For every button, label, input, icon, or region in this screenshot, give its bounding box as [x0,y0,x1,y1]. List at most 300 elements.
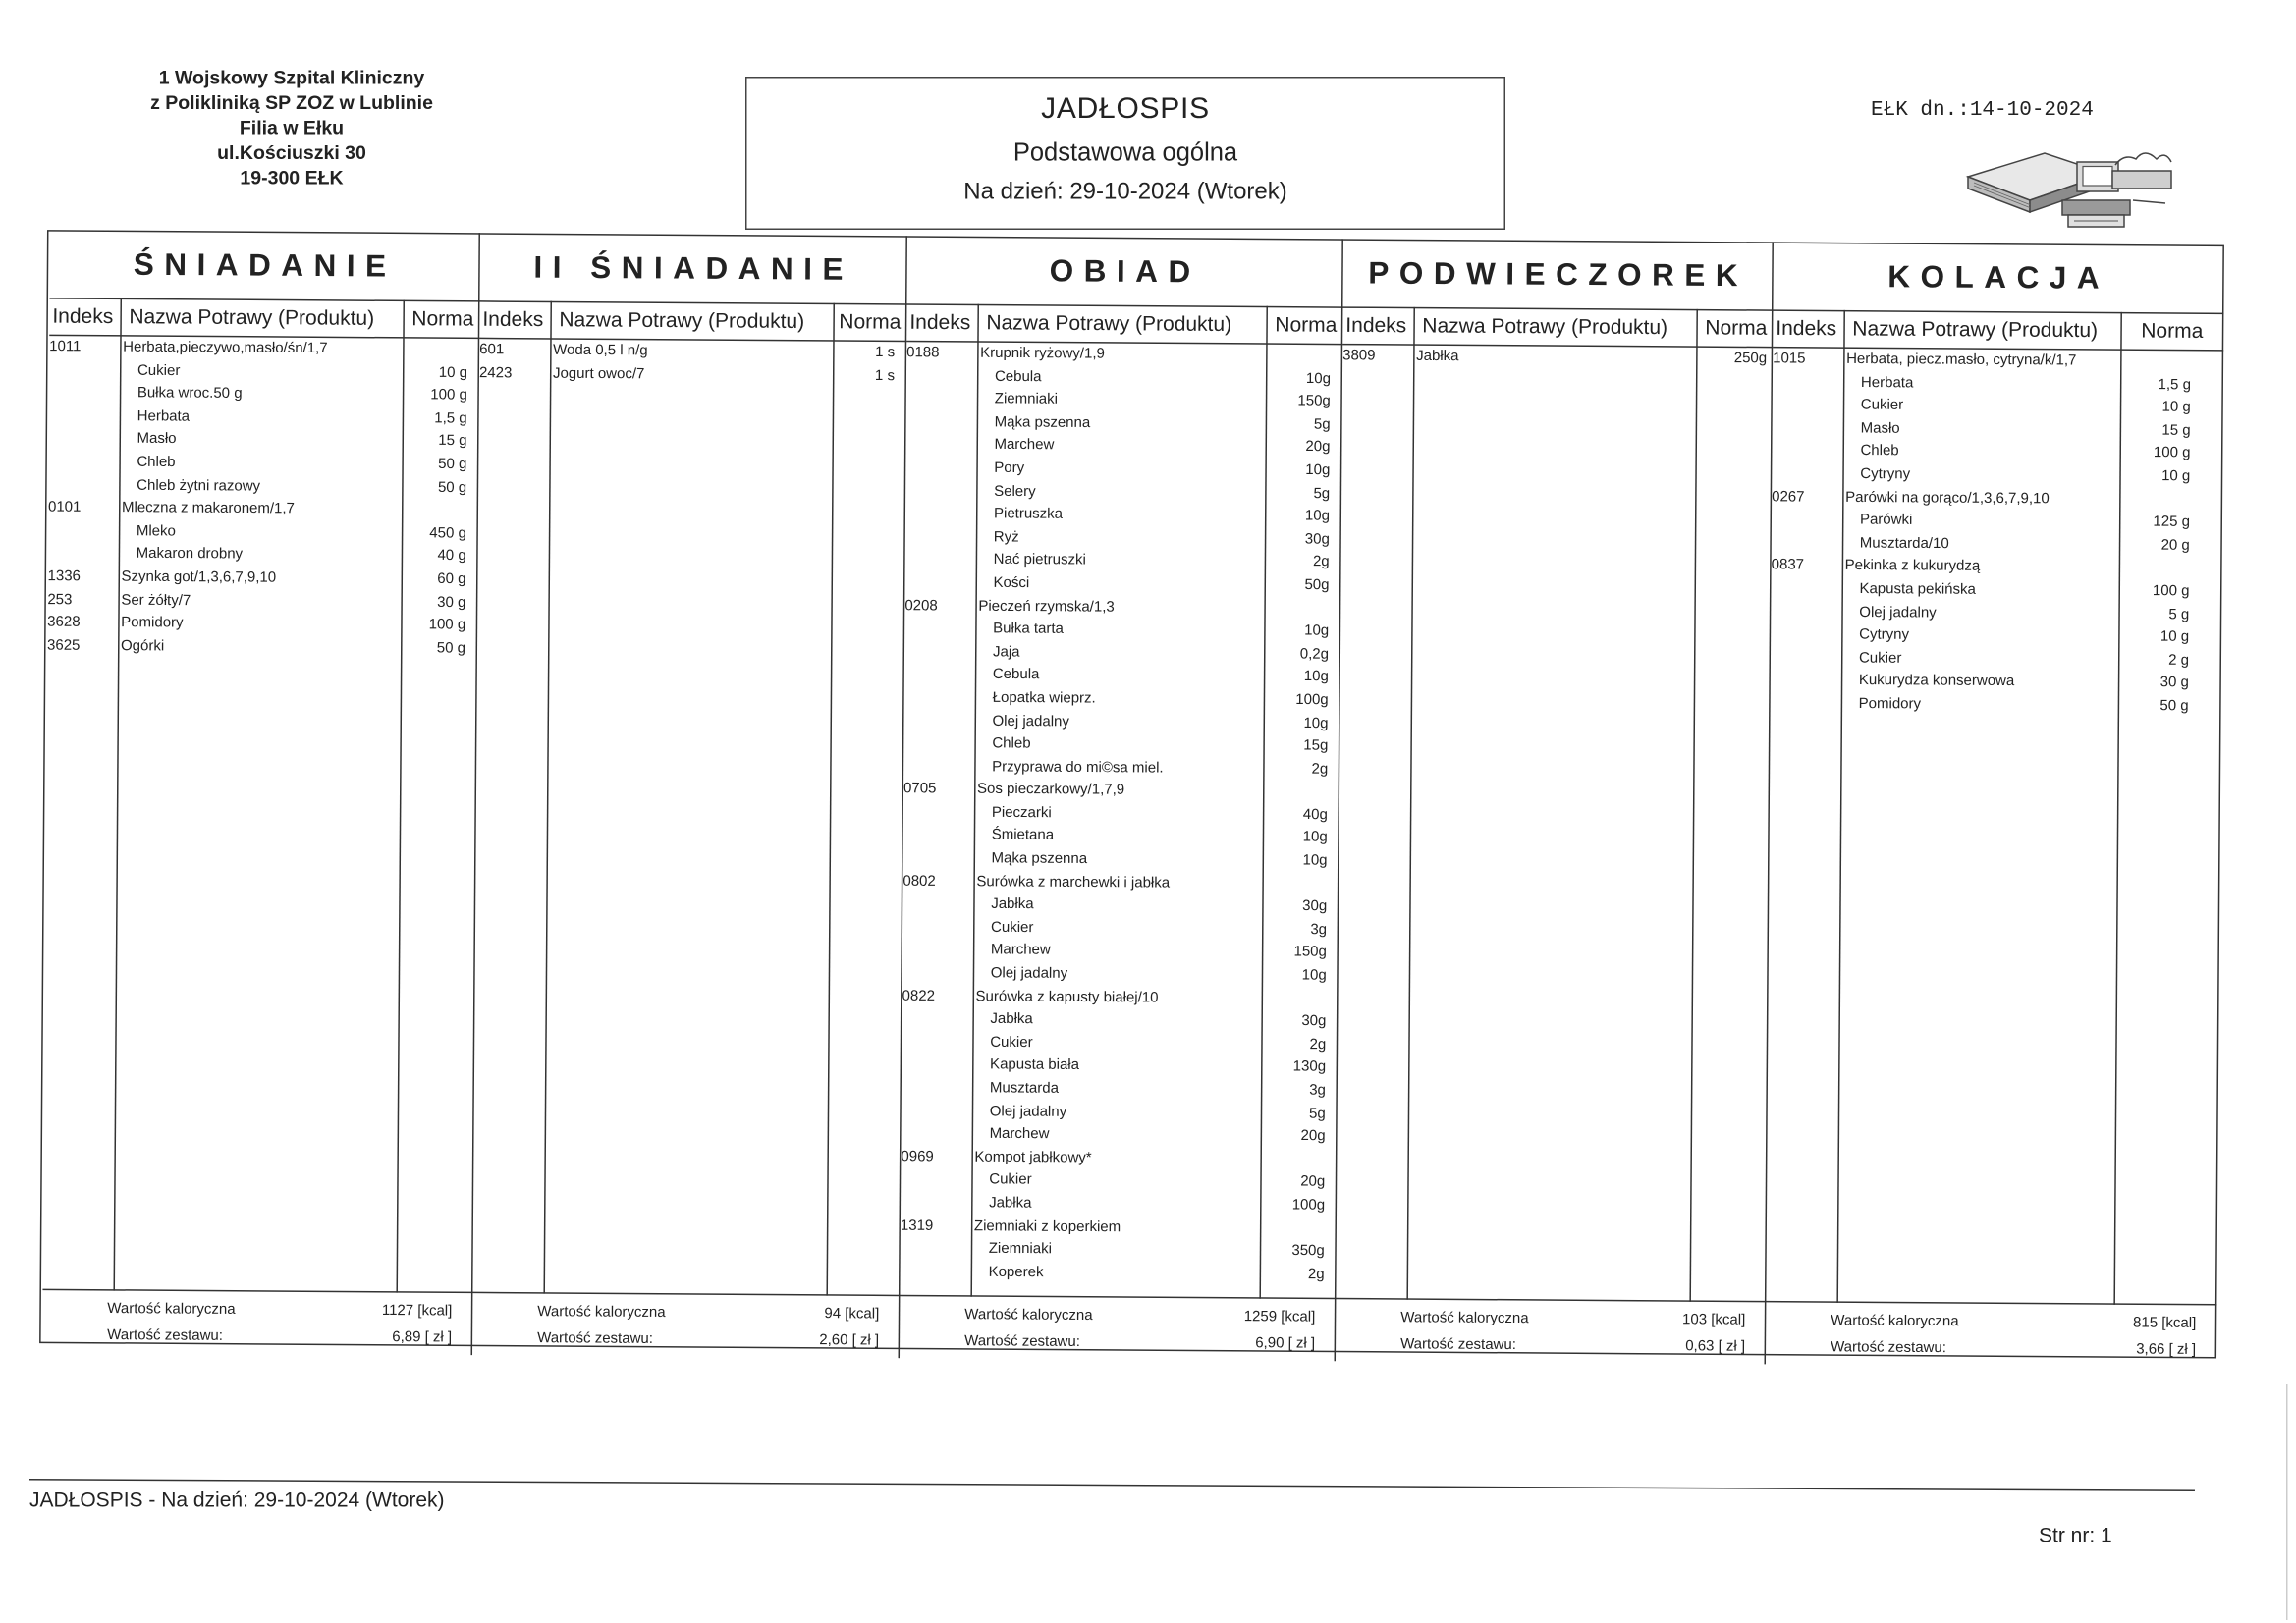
dish-name: Mleczna z makaronem/1,7 [121,500,295,518]
meal-column-supper [1766,242,2224,1367]
header-name: Nazwa Potrawy (Produktu) [1852,315,2099,342]
item-index: 1319 [900,1217,934,1234]
dish-row [904,595,1340,621]
ingredient-name: Musztarda/10 [1859,535,1949,553]
meal-title: KOLACJA [1887,260,2110,297]
meal-summary [1766,1308,2216,1364]
ingredient-name: Olej jadalny [989,1103,1067,1120]
item-norm: 50g [1304,576,1330,594]
price-value: 0,63 [ zł ] [1685,1338,1746,1356]
kcal-value: 1127 [kcal] [381,1303,453,1321]
ingredient-row [906,410,1342,436]
dish-name: Woda 0,5 l n/g [553,342,648,359]
ingredient-row [904,571,1340,597]
item-norm: 1,5 g [2158,376,2192,394]
item-norm: 2g [1309,1036,1327,1054]
issue-date: EŁK dn.:14-10-2024 [1871,98,2094,123]
item-norm: 10 g [2159,628,2190,646]
item-norm: 5g [1313,485,1331,503]
item-index: 601 [479,342,505,358]
kcal-label: Wartość kaloryczna [1400,1310,1529,1327]
item-index: 3625 [46,637,81,654]
meal-column-afternoon-snack [1336,239,1774,1364]
meal-title: PODWIECZOREK [1368,256,1749,294]
item-norm: 100 g [2152,582,2190,600]
column-header [1773,309,2223,351]
item-norm: 150g [1297,393,1331,410]
dish-row [902,870,1339,895]
item-norm: 450 g [429,524,466,542]
document-title: JADŁOSPIS [1041,92,1210,126]
item-norm: 5 g [2168,606,2190,623]
item-norm: 10g [1305,370,1332,388]
price-value: 3,66 [ zł ] [2136,1341,2197,1359]
header-index: Indeks [909,309,971,334]
item-norm: 30g [1301,1013,1327,1031]
item-norm: 10 g [2161,399,2191,416]
item-index: 0705 [902,781,937,798]
dish-list [1771,348,2224,718]
ingredient-name: Chleb [1860,443,1899,460]
item-norm: 30 g [2159,675,2189,692]
item-index: 0208 [904,597,938,615]
ingredient-row [905,525,1341,551]
hospital-line: 1 Wojskowy Szpital Kliniczny [158,66,425,88]
item-norm: 10g [1304,508,1331,525]
column-header [906,303,1342,345]
dish-name: Surówka z marchewki i jabłka [976,873,1171,892]
ingredient-row [902,1054,1338,1079]
header-name: Nazwa Potrawy (Produktu) [129,303,375,330]
ingredient-name: Musztarda [989,1080,1060,1098]
ingredient-name: Śmietana [991,828,1055,844]
item-norm: 100g [1295,691,1329,709]
column-header [1342,306,1773,348]
ingredient-row [904,686,1340,712]
ingredient-row [48,428,478,454]
dish-row [49,336,479,361]
dish-row [47,566,477,591]
item-index: 0101 [47,499,82,516]
item-index: 0969 [901,1148,934,1165]
item-norm: 1 s [874,367,896,385]
kcal-value: 94 [kcal] [824,1306,880,1324]
ingredient-name: Jabłka [989,1195,1032,1213]
item-norm: 100 g [430,387,467,405]
ingredient-name: Masło [137,431,177,449]
title-box [745,77,1505,230]
ingredient-name: Selery [994,483,1036,500]
ingredient-name: Herbata [137,407,191,425]
ingredient-name: Mąka pszenna [991,850,1088,868]
ingredient-name: Pory [994,460,1025,477]
item-index: 0267 [1772,488,1805,506]
meal-column-lunch [900,236,1343,1361]
item-index: 253 [47,591,73,609]
dish-name: Ser żółty/7 [121,591,191,609]
item-norm: 150g [1293,945,1327,961]
item-norm: 15g [1303,737,1329,755]
ingredient-row [49,359,479,385]
item-index: 1336 [47,568,81,585]
ingredient-name: Makaron drobny [136,546,244,564]
ingredient-name: Olej jadalny [992,713,1069,730]
ingredient-name: Chleb [137,454,176,471]
kcal-value: 1259 [kcal] [1243,1309,1316,1326]
item-norm: 10g [1305,462,1331,479]
item-norm: 50 g [437,479,467,496]
ingredient-row [1771,670,2221,696]
ingredient-name: Cytryny [1859,626,1910,644]
dish-list [1342,345,1773,370]
ingredient-name: Bułka tarta [993,621,1064,638]
item-norm: 2g [1312,554,1330,571]
ingredient-name: Pieczarki [991,804,1052,822]
ingredient-row [905,434,1341,460]
ingredient-row [1771,692,2221,719]
ingredient-name: Bułka wroc.50 g [137,385,243,403]
ingredient-name: Ziemniaki [988,1241,1053,1259]
meal-summary [472,1299,900,1355]
item-norm: 10g [1304,622,1330,640]
dish-name: Ziemniaki z koperkiem [973,1217,1121,1236]
ingredient-name: Kukurydza konserwowa [1858,673,2015,691]
ingredient-name: Ziemniaki [994,391,1059,408]
kcal-label: Wartość kaloryczna [964,1307,1093,1325]
price-label: Wartość zestawu: [1831,1339,1946,1357]
header-index: Indeks [1345,312,1407,337]
dish-row [47,588,477,614]
ingredient-name: Olej jadalny [1859,604,1937,622]
price-value: 6,90 [ zł ] [1255,1335,1316,1353]
dish-row [47,634,477,660]
item-norm: 100 g [2153,445,2191,462]
ingredient-row [901,1261,1337,1286]
ingredient-row [48,451,478,476]
ingredient-name: Cebula [992,667,1040,684]
ingredient-row [901,1192,1337,1217]
dish-name: Szynka got/1,3,6,7,9,10 [121,568,277,587]
ingredient-row [905,457,1341,482]
ingredient-row [902,1031,1338,1056]
price-value: 2,60 [ zł ] [819,1332,880,1350]
header-index: Indeks [1776,315,1837,340]
ingredient-row [48,543,478,568]
kcal-value: 103 [kcal] [1682,1312,1746,1329]
item-norm: 15 g [2161,422,2191,440]
ingredient-row [1771,623,2221,650]
item-index: 3628 [47,614,81,631]
meal-summary [42,1296,472,1352]
ingredient-row [902,1122,1338,1148]
dish-row [902,985,1338,1010]
item-norm: 30g [1304,531,1330,548]
item-index: 0822 [902,988,936,1004]
dish-name: Pieczeń rzymska/1,3 [978,598,1115,616]
meal-title: ŚNIADANIE [133,247,397,285]
dish-name: Jogurt owoc/7 [552,365,645,383]
ingredient-row [1773,371,2223,398]
item-norm: 10 g [438,364,468,381]
item-norm: 20g [1300,1128,1326,1145]
ingredient-row [1772,440,2222,466]
item-norm: 2g [1307,1266,1325,1283]
ingredient-row [904,640,1340,666]
dish-row [1772,555,2222,581]
dish-list [47,336,479,661]
item-norm: 5g [1309,1105,1326,1122]
ingredient-name: Jabłka [990,1011,1033,1028]
ingredient-row [49,405,479,430]
meal-column-second-breakfast [472,233,907,1358]
item-norm: 10g [1302,852,1328,870]
ingredient-name: Marchew [994,437,1055,455]
ingredient-row [901,1168,1337,1194]
ingredient-row [904,618,1340,643]
ingredient-name: Cukier [1860,397,1904,414]
header-name: Nazwa Potrawy (Produktu) [1422,312,1668,339]
item-norm: 1,5 g [434,410,467,427]
item-norm: 40g [1302,806,1328,824]
ingredient-row [905,480,1341,506]
item-index: 2423 [478,364,513,382]
ingredient-row [1772,531,2222,558]
ingredient-row [1773,417,2223,444]
ingredient-row [905,549,1341,574]
item-norm: 20g [1300,1174,1326,1191]
item-norm: 2 g [2168,652,2190,669]
meal-summary [900,1302,1336,1358]
ingredient-row [903,709,1339,734]
price-label: Wartość zestawu: [107,1327,224,1345]
header-index: Indeks [482,306,544,331]
dish-name: Surówka z kapusty białej/10 [975,988,1159,1006]
ingredient-row [903,801,1339,827]
item-norm: 100g [1291,1197,1326,1215]
header-norm: Norma [1275,311,1338,337]
dish-row [1772,486,2222,513]
ingredient-name: Kości [993,574,1030,592]
price-value: 6,89 [ zł ] [392,1329,453,1347]
ingredient-row [903,732,1339,758]
hospital-line: z Polikliniką SP ZOZ w Lublinie [150,91,433,114]
item-norm: 50 g [2159,697,2189,715]
ingredient-row [1771,577,2221,604]
book-computer-icon [1959,144,2180,246]
price-label: Wartość zestawu: [1400,1336,1516,1354]
item-norm: 10g [1303,669,1329,686]
ingredient-row [1773,394,2223,420]
item-norm: 3g [1309,1082,1326,1100]
item-norm: 1 s [875,344,896,361]
ingredient-row [901,1237,1337,1263]
dish-name: Jabłka [1416,348,1459,365]
ingredient-row [902,1100,1338,1125]
item-norm: 2g [1311,761,1329,778]
dish-row [901,1146,1337,1171]
header-norm: Norma [1705,314,1768,340]
ingredient-name: Jaja [992,643,1020,661]
item-index: 0188 [906,345,940,361]
header-norm: Norma [411,305,474,331]
ingredient-name: Cukier [1858,650,1902,667]
ingredient-row [902,962,1339,988]
ingredient-name: Ryż [993,528,1019,546]
ingredient-name: Chleb żytni razowy [137,477,261,495]
meal-title: OBIAD [1049,254,1201,290]
dish-row [901,1215,1337,1240]
ingredient-name: Pietruszka [993,506,1064,523]
diet-name: Podstawowa ogólna [1012,138,1238,167]
hospital-line: Filia w Ełku [239,116,345,138]
ingredient-row [902,1008,1338,1034]
footer-title: JADŁOSPIS - Na dzień: 29-10-2024 (Wtorek) [29,1488,445,1511]
ingredient-name: Cytryny [1860,465,1911,483]
hospital-line: 19-300 EŁK [240,166,344,189]
item-norm: 10g [1301,967,1327,985]
meal-column-breakfast [42,230,480,1355]
dish-name: Pekinka z kukurydzą [1844,558,1981,575]
header-norm: Norma [839,308,902,334]
dish-row [906,342,1342,367]
item-index: 0837 [1771,557,1805,574]
scan-edge [2286,1384,2288,1620]
item-norm: 125 g [2153,514,2191,531]
ingredient-name: Cukier [991,919,1034,937]
kcal-value: 815 [kcal] [2133,1315,2197,1332]
ingredient-name: Mleko [136,522,176,540]
ingredient-name: Cukier [989,1171,1032,1189]
ingredient-row [1772,462,2222,489]
dish-name: Krupnik ryżowy/1,9 [980,345,1105,363]
ingredient-name: Pomidory [1858,695,1922,713]
ingredient-row [905,503,1341,528]
item-norm: 15 g [438,433,467,451]
price-label: Wartość zestawu: [964,1333,1080,1351]
dish-row [1773,348,2223,374]
ingredient-name: Cukier [990,1034,1033,1052]
column-header [49,298,479,339]
dish-name: Herbata,pieczywo,masło/śn/1,7 [123,339,328,357]
hospital-line: ul.Kościuszki 30 [217,141,366,164]
ingredient-name: Masło [1860,420,1900,437]
dish-name: Pomidory [121,615,184,632]
header-name: Nazwa Potrawy (Produktu) [559,306,805,333]
item-norm: 30 g [437,594,466,611]
ingredient-row [48,473,478,499]
ingredient-name: Herbata [1860,374,1914,392]
ingredient-name: Marchew [990,942,1051,959]
item-norm: 10 g [2161,468,2191,485]
ingredient-name: Łopatka wieprz. [992,689,1096,707]
kcal-label: Wartość kaloryczna [537,1304,666,1322]
ingredient-row [49,382,479,407]
column-header [479,300,906,342]
ingredient-name: Jabłka [991,896,1034,914]
ingredient-name: Mąka pszenna [994,414,1091,432]
ingredient-row [903,824,1339,849]
ingredient-name: Cebula [994,368,1042,386]
ingredient-row [902,847,1339,873]
item-norm: 40 g [437,548,466,566]
menu-table [25,230,2227,1368]
dish-list [479,339,906,388]
kcal-label: Wartość kaloryczna [1831,1313,1959,1330]
item-norm: 30g [1302,898,1328,916]
ingredient-row [902,939,1339,964]
item-norm: 60 g [437,570,466,588]
dish-list [901,342,1343,1286]
item-norm: 10g [1302,830,1328,846]
dish-row [48,497,478,522]
ingredient-name: Cukier [137,362,181,379]
header-name: Nazwa Potrawy (Produktu) [986,309,1232,336]
ingredient-row [1772,509,2222,535]
ingredient-name: Koperek [988,1264,1044,1281]
item-norm: 0,2g [1299,646,1330,663]
dish-name: Kompot jabłkowy* [974,1149,1092,1166]
item-norm: 130g [1292,1059,1327,1076]
ingredient-row [906,388,1342,413]
ingredient-row [48,519,478,545]
item-norm: 20g [1305,439,1331,457]
dish-row [47,612,477,637]
ingredient-row [903,755,1339,781]
item-norm: 50 g [436,639,466,657]
item-norm: 250g [1733,351,1768,367]
header-index: Indeks [52,303,114,328]
menu-date: Na dzień: 29-10-2024 (Wtorek) [963,180,1287,205]
ingredient-name: Nać pietruszki [993,552,1086,569]
dish-row [479,339,906,364]
ingredient-row [1771,646,2221,673]
item-norm: 5g [1313,416,1331,433]
dish-name: Herbata, piecz.masło, cytryna/k/1,7 [1846,351,2077,370]
ingredient-row [902,1077,1338,1103]
meal-title: II ŚNIADANIE [533,250,854,288]
meal-summary [1336,1305,1766,1361]
item-norm: 100 g [428,617,466,634]
item-norm: 50 g [438,456,467,473]
dish-name: Sos pieczarkowy/1,7,9 [976,782,1125,799]
ingredient-name: Chleb [992,735,1031,753]
ingredient-name: Olej jadalny [990,965,1068,983]
ingredient-row [902,893,1339,919]
header-norm: Norma [2141,317,2204,343]
item-index: 0802 [902,873,936,890]
item-norm: 10g [1303,715,1329,731]
kcal-label: Wartość kaloryczna [107,1301,236,1319]
item-norm: 20 g [2160,537,2190,554]
ingredient-name: Kapusta biała [990,1056,1080,1075]
ingredient-row [1771,601,2221,627]
ingredient-name: Kapusta pekińska [1859,580,1976,599]
item-index: 1015 [1773,351,1806,368]
ingredient-row [906,365,1342,391]
dish-name: Ogórki [120,637,165,655]
page-number: Str nr: 1 [2039,1523,2112,1546]
ingredient-name: Przyprawa do mi©sa miel. [992,758,1164,777]
item-norm: 350g [1291,1243,1325,1260]
dish-row [903,779,1339,804]
dish-row [1342,345,1773,370]
item-index: 1011 [49,339,82,355]
dish-row [479,362,906,388]
hospital-address [100,65,483,190]
price-label: Wartość zestawu: [537,1330,654,1348]
item-norm: 3g [1310,921,1328,939]
ingredient-row [902,916,1339,942]
